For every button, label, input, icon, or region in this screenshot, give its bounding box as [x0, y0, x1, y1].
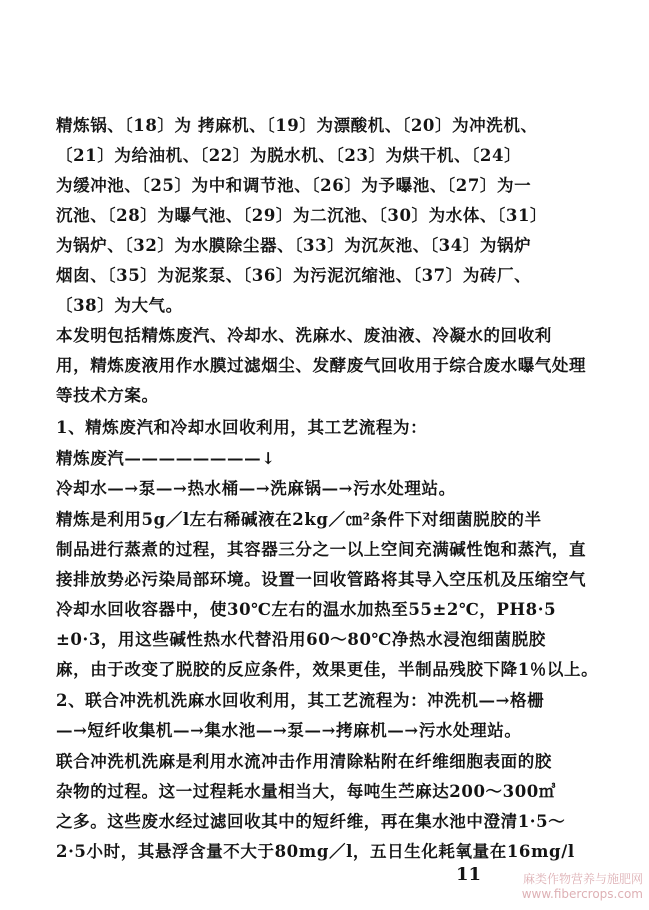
text-line: 冷却水回收容器中，使30℃左右的温水加热至55±2℃，PH8·5 [56, 600, 557, 619]
text-line: 本发明包括精炼废汽、冷却水、洗麻水、废油液、冷凝水的回收利 [56, 326, 552, 345]
text-line: 为缓冲池、〔25〕为中和调节池、〔26〕为予曝池、〔27〕为一 [56, 176, 532, 195]
text-line: 精炼废汽————————↓ [56, 449, 276, 468]
text-line: 精炼锅、〔18〕为 拷麻机、〔19〕为漂酸机、〔20〕为冲洗机、 [56, 116, 538, 135]
text-line: 接排放势必污染局部环境。设置一回收管路将其导入空压机及压缩空气 [56, 570, 587, 589]
text-line: 杂物的过程。这一过程耗水量相当大，每吨生苎麻达200～300㎥ [56, 782, 556, 801]
text-line: —→短纤收集机—→集水池—→泵—→拷麻机—→污水处理站。 [56, 721, 522, 740]
text-line: 烟囱、〔35〕为泥浆泵、〔36〕为污泥沉缩池、〔37〕为砖厂、 [56, 266, 532, 285]
text-line: 沉池、〔28〕为曝气池、〔29〕为二沉池、〔30〕为水体、〔31〕 [56, 206, 548, 225]
text-line: 联合冲洗机洗麻是利用水流冲击作用清除粘附在纤维细胞表面的胶 [56, 752, 552, 771]
text-line: 2、联合冲洗机洗麻水回收利用，其工艺流程为：冲洗机—→格栅 [56, 691, 545, 710]
watermark-url: www.fibercrops.com [521, 887, 643, 901]
text-line: 1、精炼废汽和冷却水回收利用，其工艺流程为： [56, 418, 428, 437]
text-line: 之多。这些废水经过滤回收其中的短纤维，再在集水池中澄清1·5～ [56, 812, 566, 831]
text-line: 等技术方案。 [56, 386, 159, 405]
text-line: 用，精炼废液用作水膜过滤烟尘、发酵废气回收用于综合废水曝气处理 [56, 356, 587, 375]
text-line: 精炼是利用5g／l左右稀碱液在2kg／㎝²条件下对细菌脱胶的半 [56, 510, 542, 529]
page-number: 11 [456, 864, 482, 885]
text-line: 〔38〕为大气。 [56, 296, 183, 315]
watermark [522, 872, 643, 902]
text-line: 制品进行蒸煮的过程，其容器三分之一以上空间充满碱性饱和蒸汽，直 [56, 540, 587, 559]
text-line: 为锅炉、〔32〕为水膜除尘器、〔33〕为沉灰池、〔34〕为锅炉 [56, 236, 532, 255]
text-line: 冷却水—→泵—→热水桶—→洗麻锅—→污水处理站。 [56, 479, 456, 498]
text-line: ±0·3，用这些碱性热水代替沿用60～80℃净热水浸泡细菌脱胶 [56, 630, 546, 649]
text-line: 2·5小时，其悬浮含量不大于80mg／l，五日生化耗氧量在16mg/l [56, 842, 575, 861]
watermark-site-name: 麻类作物营养与施肥网 [522, 872, 643, 886]
text-line: 〔21〕为给油机、〔22〕为脱水机、〔23〕为烘干机、〔24〕 [56, 146, 522, 165]
text-line: 麻，由于改变了脱胶的反应条件，效果更佳，半制品残胶下降1％以上。 [56, 660, 599, 679]
